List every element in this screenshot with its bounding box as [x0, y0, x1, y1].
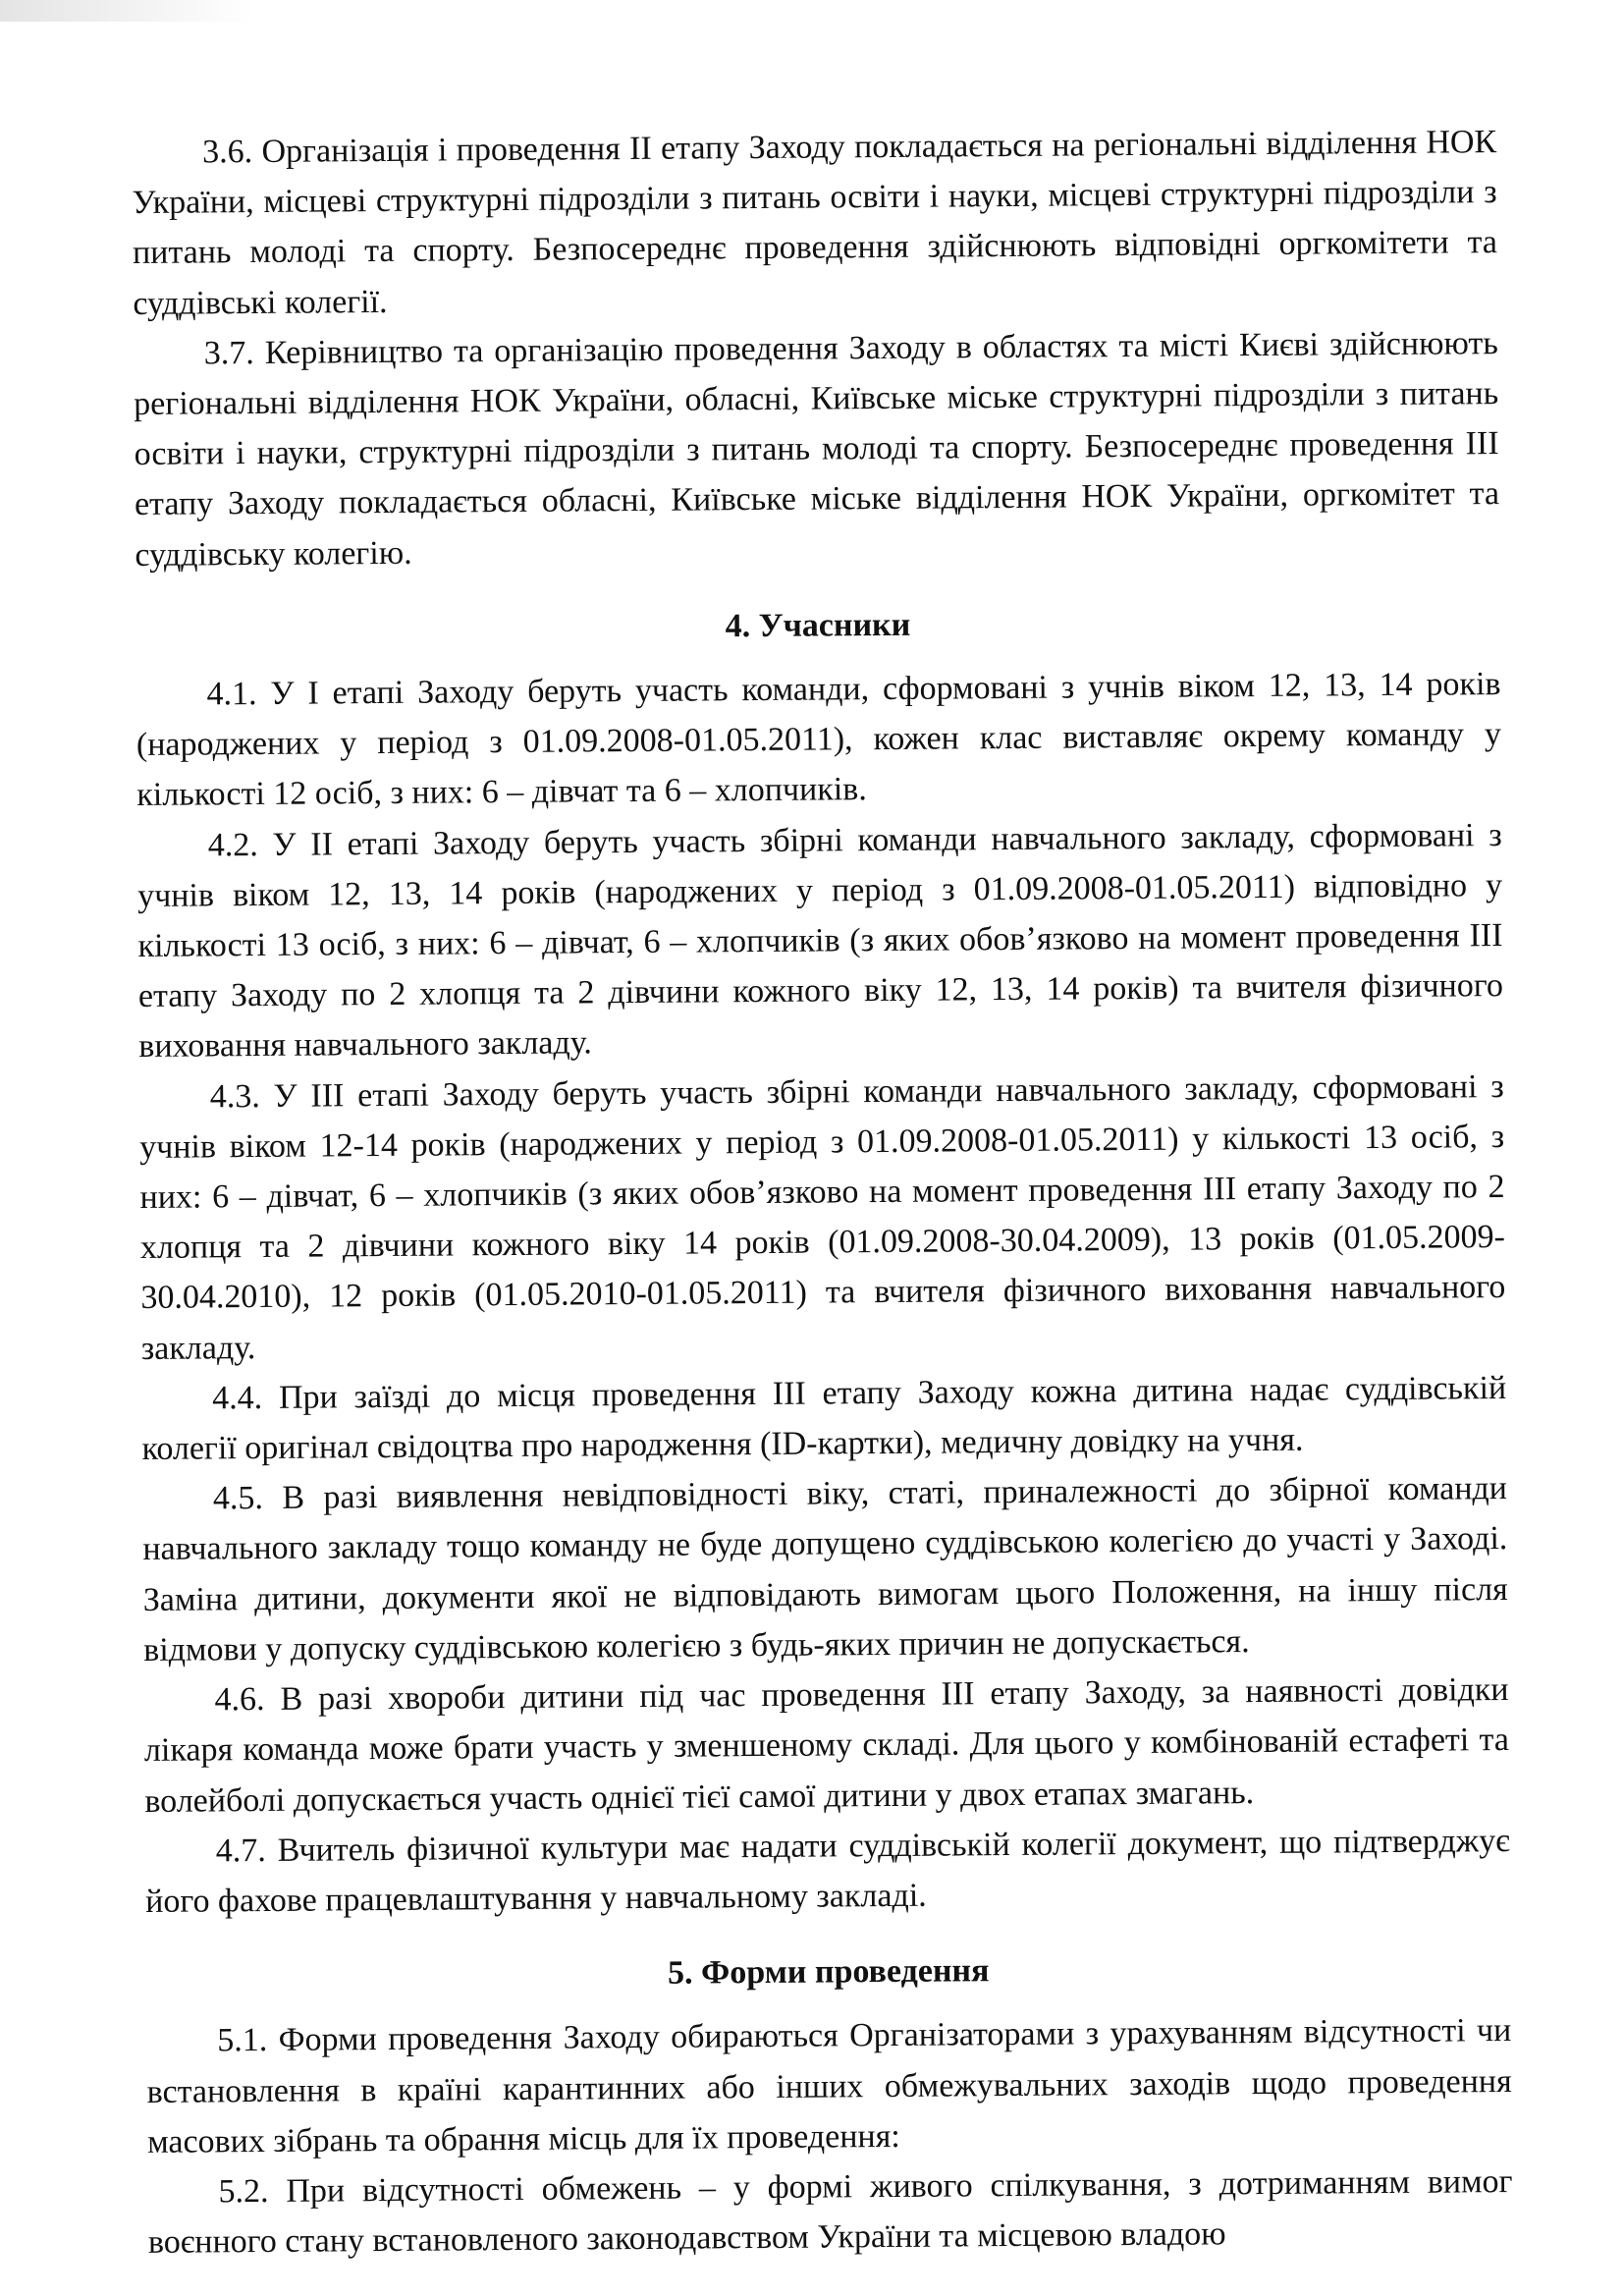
- paragraph-3-7: 3.7. Керівництво та організацію проведення Заходу в областях та місті Києві здійснюють регіональні відділення НОК України, обласні, Київське міське структурні підрозділи з питань освіти і науки, структурні підрозділи з питань молоді та спорту. Безпосереднє проведення III етапу Заходу покладається обласні, Київське міське відділення НОК України, оргкомітет та суддівську колегію.: [134, 324, 1500, 574]
- document-page: [132, 117, 1513, 2268]
- paragraph-4-1: 4.1. У I етапі Заходу беруть участь команди, сформовані з учнів віком 12, 13, 14 років (народжених у період з 01.09.2008-01.05.2011), кожен клас виставляє окрему команду у кількості 12 осіб, з них: 6 – дівчат та 6 – хлопчиків.: [135, 666, 1502, 814]
- scan-edge-shade: [0, 0, 255, 22]
- paragraph-5-1: 5.1. Форми проведення Заходу обираються Організаторами з урахуванням відсутності чи встановлення в країні карантинних або інших обмежувальних заходів щодо проведення масових зібрань та обрання місць для їх проведення:: [146, 2012, 1512, 2160]
- paragraph-4-7: 4.7. Вчитель фізичної культури має надати суддівській колегії документ, що підтверджує його фахове працевлаштування у навчальному закладі.: [145, 1822, 1510, 1920]
- paragraph-5-2: 5.2. При відсутності обмежень – у формі живого спілкування, з дотриманням вимог воєнного стану встановленого законодавством України та місцевою владою: [147, 2162, 1513, 2262]
- section-heading-participants: 4. Учасники: [725, 606, 911, 645]
- paragraph-4-2: 4.2. У II етапі Заходу беруть участь збірні команди навчального закладу, сформовані з учнів віком 12, 13, 14 років (народжених у період з 01.09.2008-01.05.2011) відповідно у кількості 13 осіб, з них: 6 – дівчат, 6 – хлопчиків (з яких обов’язково на момент проведення III етапу Заходу по 2 хлопця та 2 дівчини кожного віку 12, 13, 14 років) та вчителя фізичного виховання навчального закладу.: [136, 816, 1504, 1066]
- section-heading-forms: 5. Форми проведення: [667, 1952, 990, 1992]
- paragraph-4-6: 4.6. В разі хвороби дитини під час проведення III етапу Заходу, за наявності довідки лікаря команда може брати участь у зменшеному складі. Для цього у комбінованій естафеті та волейболі допускається участь однієї тієї самої дитини у двох етапах змагань.: [143, 1671, 1510, 1820]
- paragraph-4-3: 4.3. У III етапі Заходу беруть участь збірні команди навчального закладу, сформовані з учнів віком 12-14 років (народжених у період з 01.09.2008-01.05.2011) у кількості 13 осіб, з них: 6 – дівчат, 6 – хлопчиків (з яких обов’язково на момент проведення III етапу Заходу по 2 хлопця та 2 дівчини кожного віку 14 років (01.09.2008-30.04.2009), 13 років (01.05.2009-30.04.2010), 12 років (01.05.2010-01.05.2011) та вчителя фізичного виховання навчального закладу.: [139, 1067, 1506, 1367]
- paragraph-4-4: 4.4. При заїзді до місця проведення III етапу Заходу кожна дитина надає суддівській колегії оригінал свідоцтва про народження (ID-картки), медичну довідку на учня.: [141, 1369, 1507, 1468]
- paragraph-3-6: 3.6. Організація і проведення II етапу Заходу покладається на регіональні відділення НОК України, місцеві структурні підрозділи з питань освіти і науки, місцеві структурні підрозділи з питань молоді та спорту. Безпосереднє проведення здійснюють відповідні оргкомітети та суддівські колегії.: [132, 124, 1498, 322]
- paragraph-4-5: 4.5. В разі виявлення невідповідності віку, статі, приналежності до збірної команди навчального закладу тощо команду не буде допущено суддівською колегією до участі у Заході. Заміна дитини, документи якої не відповідають вимогам цього Положення, на іншу після відмови у допуску суддівською колегією з будь-яких причин не допускається.: [142, 1470, 1508, 1668]
